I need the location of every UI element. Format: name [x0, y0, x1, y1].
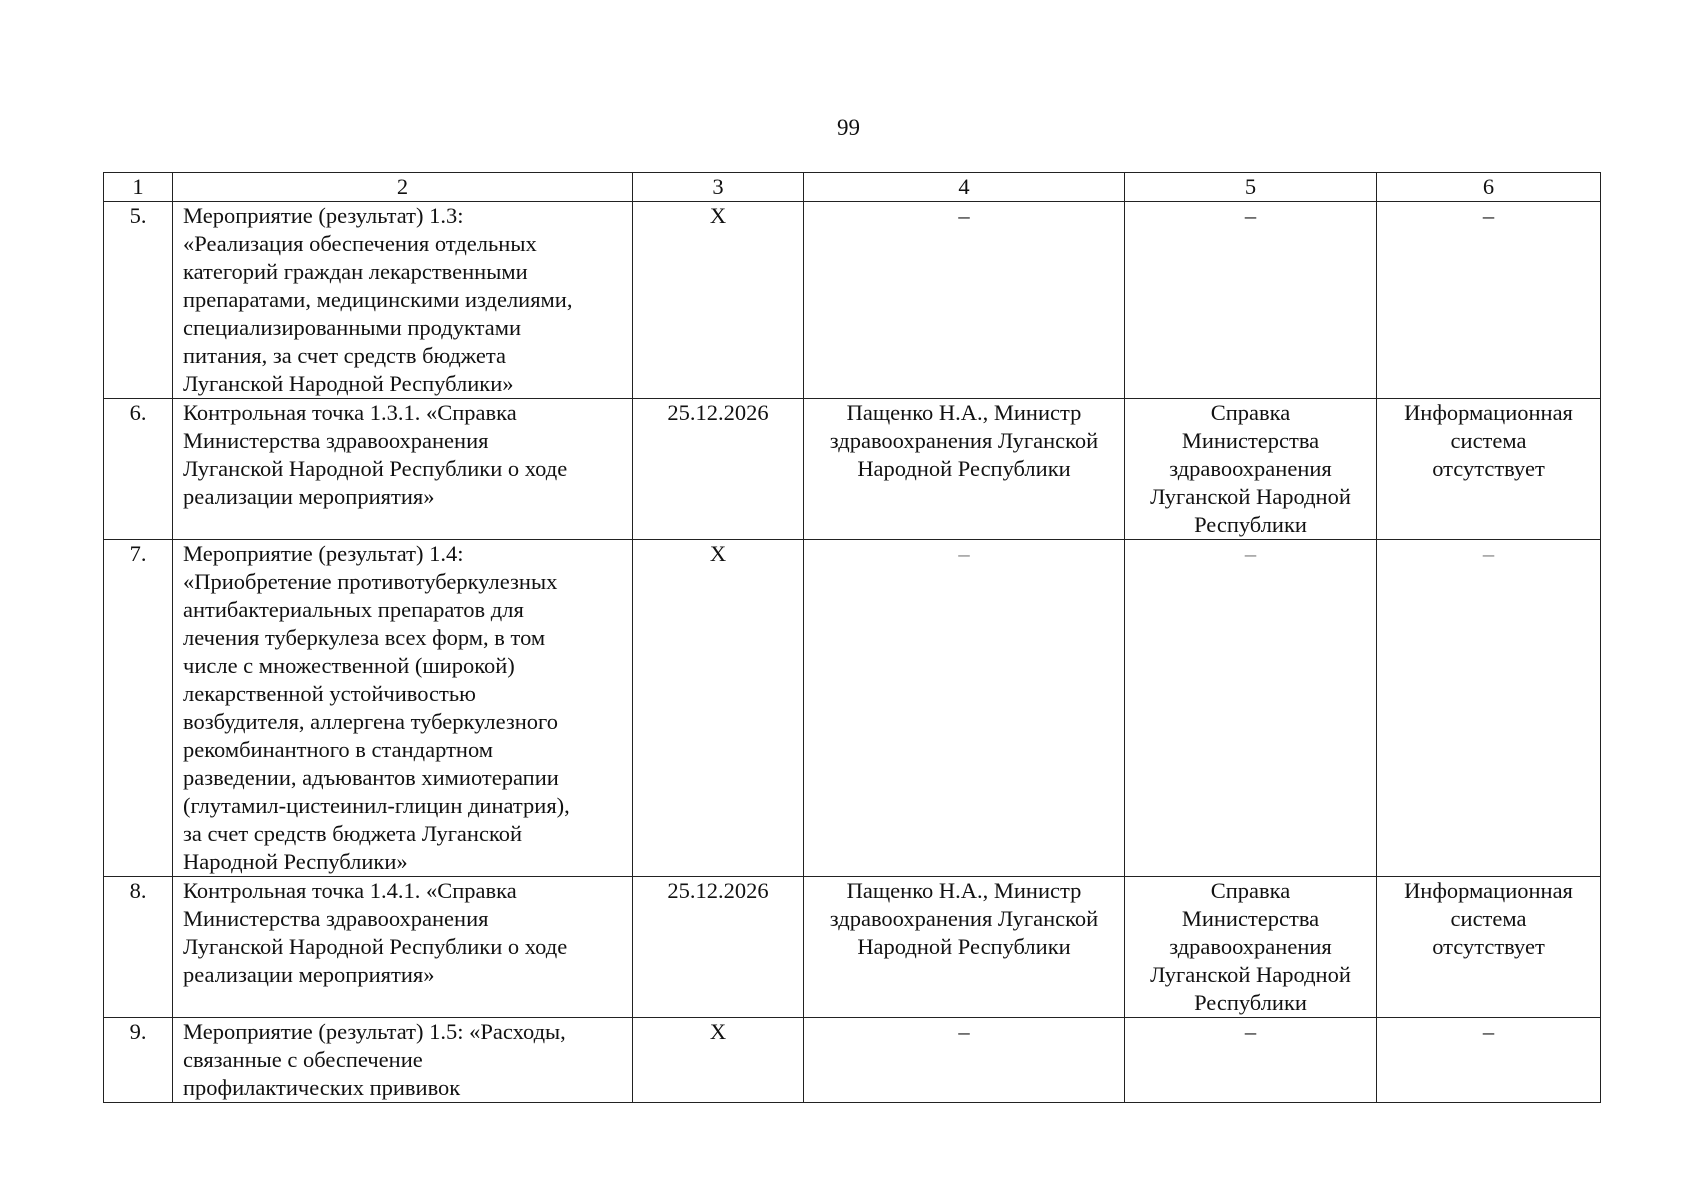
document-cell-text: – [1244, 1019, 1257, 1044]
row-number-cell [104, 399, 173, 540]
date-cell [633, 202, 804, 399]
date-cell [633, 540, 804, 877]
information-system-cell [1377, 399, 1601, 540]
row-number-cell-text: 9. [129, 1019, 147, 1044]
row-number-cell-text: 6. [129, 400, 147, 425]
responsible-cell [804, 877, 1125, 1018]
description-cell [173, 877, 633, 1018]
header-cell-1: 1 [104, 173, 173, 202]
page-number: 99 [837, 115, 860, 140]
responsible-cell-text: Пащенко Н.А., Министр здравоохранения Луганской Народной Республики [829, 400, 1099, 481]
information-system-cell [1377, 202, 1601, 399]
row-number-cell [104, 1018, 173, 1103]
date-cell [633, 1018, 804, 1103]
header-cell-4: 4 [804, 173, 1125, 202]
document-cell-text: Справка Министерства здравоохранения Луганской Народной Республики [1150, 400, 1351, 537]
date-cell-text: 25.12.2026 [667, 400, 769, 425]
information-system-cell-text: – [1482, 1019, 1495, 1044]
information-system-cell-text: – [1482, 203, 1495, 228]
responsible-cell-text: – [958, 1019, 970, 1044]
responsible-cell [804, 399, 1125, 540]
document-cell [1125, 540, 1377, 877]
description-cell [173, 202, 633, 399]
row-number-cell-text: 7. [129, 541, 147, 566]
document-cell-text: – [1244, 203, 1257, 228]
information-system-cell-text: Информационная система отсутствует [1404, 400, 1573, 481]
document-cell [1125, 1018, 1377, 1103]
row-number-cell-text: 8. [129, 878, 147, 903]
description-cell-text: Мероприятие (результат) 1.3: «Реализация обеспечения отдельных категорий граждан лекарственными препаратами, медицинскими изделиями, специализированными продуктами питания, за счет средств бюджета Луганской Народной Республики» [183, 203, 573, 396]
information-system-cell-text: – [1482, 541, 1495, 566]
header-cell-3: 3 [633, 173, 804, 202]
description-cell [173, 399, 633, 540]
description-cell-text: Контрольная точка 1.4.1. «Справка Министерства здравоохранения Луганской Народной Республики о ходе реализации мероприятия» [183, 878, 568, 987]
description-cell-text: Мероприятие (результат) 1.4: «Приобретение противотуберкулезных антибактериальных препаратов для лечения туберкулеза всех форм, в том числе с множественной (широкой) лекарственной устойчивостью возбудителя, аллергена туберкулезного рекомбинантного в стандартном разведении, адъювантов химиотерапии (глутамил-цистеинил-глицин динатрия), за счет средств бюджета Луганской Народной Республики» [183, 541, 570, 874]
description-cell [173, 540, 633, 877]
row-number-cell [104, 202, 173, 399]
information-system-cell-text: Информационная система отсутствует [1404, 878, 1573, 959]
date-cell-text: Х [709, 203, 727, 228]
description-cell-text: Мероприятие (результат) 1.5: «Расходы, связанные с обеспечение профилактических прививок [183, 1019, 566, 1100]
row-number-cell [104, 877, 173, 1018]
date-cell [633, 399, 804, 540]
responsible-cell-text: Пащенко Н.А., Министр здравоохранения Луганской Народной Республики [829, 878, 1099, 959]
responsible-cell [804, 540, 1125, 877]
document-cell [1125, 877, 1377, 1018]
header-cell-6: 6 [1377, 173, 1601, 202]
date-cell-text: Х [709, 1019, 727, 1044]
date-cell-text: Х [709, 541, 727, 566]
document-cell [1125, 399, 1377, 540]
responsible-cell-text: – [958, 203, 970, 228]
information-system-cell [1377, 877, 1601, 1018]
table-row [104, 399, 1601, 540]
date-cell [633, 877, 804, 1018]
table-row [104, 540, 1601, 877]
table-row [104, 1018, 1601, 1103]
table-row [104, 202, 1601, 399]
information-system-cell [1377, 1018, 1601, 1103]
document-cell [1125, 202, 1377, 399]
responsible-cell [804, 1018, 1125, 1103]
document-cell-text: – [1244, 541, 1257, 566]
information-system-cell [1377, 540, 1601, 877]
row-number-cell-text: 5. [129, 203, 147, 228]
header-cell-2: 2 [173, 173, 633, 202]
responsible-cell [804, 202, 1125, 399]
description-cell-text: Контрольная точка 1.3.1. «Справка Министерства здравоохранения Луганской Народной Республики о ходе реализации мероприятия» [183, 400, 568, 509]
plan-table [103, 172, 1601, 1103]
row-number-cell [104, 540, 173, 877]
responsible-cell-text: – [958, 541, 970, 566]
table-row [104, 877, 1601, 1018]
header-cell-5: 5 [1125, 173, 1377, 202]
description-cell [173, 1018, 633, 1103]
date-cell-text: 25.12.2026 [667, 878, 769, 903]
document-cell-text: Справка Министерства здравоохранения Луганской Народной Республики [1150, 878, 1351, 1015]
table-header-row [104, 173, 1601, 202]
